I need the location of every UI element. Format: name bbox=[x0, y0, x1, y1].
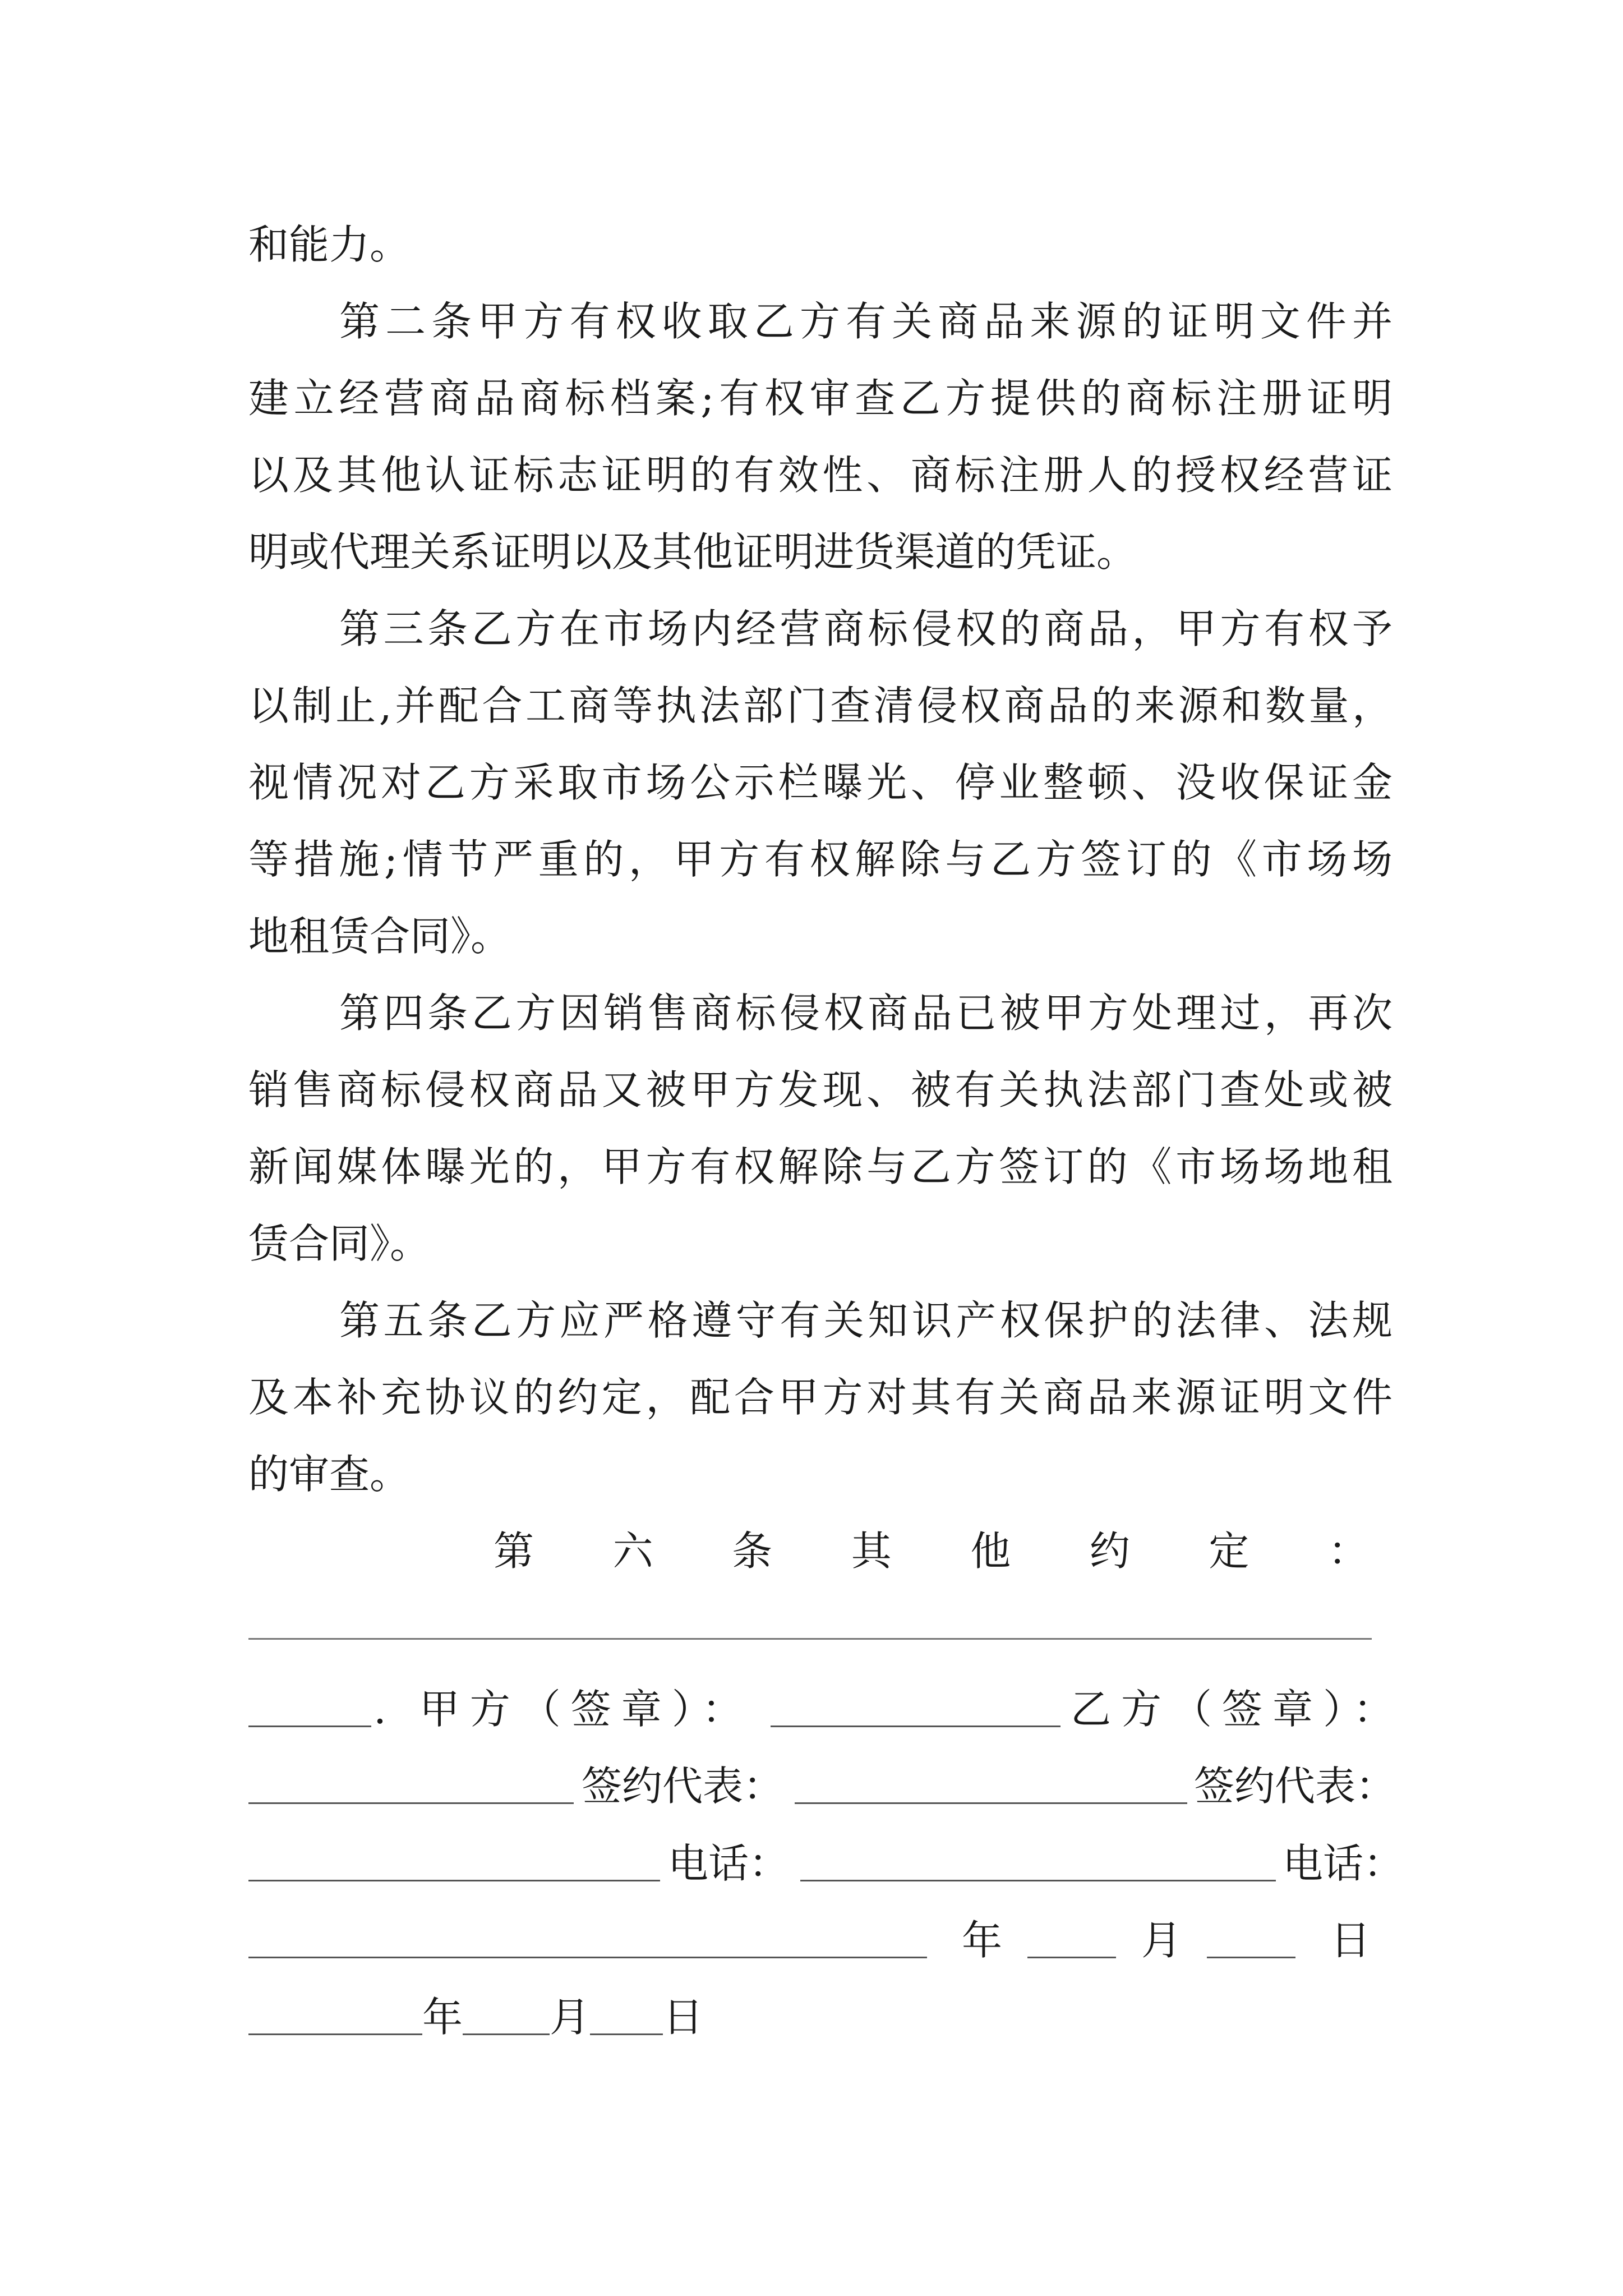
blank-field bbox=[248, 1917, 927, 1958]
blank-field bbox=[248, 1841, 660, 1881]
blank-field bbox=[590, 1994, 663, 2035]
blank-field bbox=[248, 1994, 422, 2035]
blank-line-rule bbox=[248, 1638, 1372, 1640]
blank-field bbox=[248, 1763, 574, 1804]
paragraph-line: 以及其他认证标志证明的有效性、商标注册人的授权经营证 bbox=[248, 452, 1393, 499]
paragraph-line: 建立经营商品商标档案;有权审查乙方提供的商标注册证明 bbox=[248, 375, 1393, 422]
party-b-seal-label: 乙方（签章）： bbox=[1070, 1686, 1404, 1733]
paragraph-line: 以制止,并配合工商等执法部门查清侵权商品的来源和数量， bbox=[248, 682, 1393, 729]
paragraph-line: 的审查。 bbox=[248, 1451, 411, 1498]
rep-b-label: 签约代表： bbox=[1194, 1763, 1396, 1810]
paragraph-line: 赁合同》。 bbox=[248, 1220, 431, 1267]
signature-row-representatives bbox=[248, 1758, 1404, 1814]
signature-row-date-a bbox=[248, 1912, 1404, 1968]
day-label: 日 bbox=[1330, 1917, 1371, 1964]
paragraph-line: 和能力。 bbox=[248, 221, 411, 268]
month-label: 月 bbox=[550, 1994, 591, 2041]
article-six-heading: 第六条其他约定： bbox=[494, 1527, 1368, 1575]
year-label: 年 bbox=[422, 1994, 463, 2041]
blank-field bbox=[795, 1763, 1187, 1804]
blank-field bbox=[1207, 1917, 1295, 1958]
day-label: 日 bbox=[663, 1994, 704, 2041]
paragraph-line: 视情况对乙方采取市场公示栏曝光、停业整顿、没收保证金 bbox=[248, 759, 1393, 806]
paragraph-line: 地租赁合同》。 bbox=[248, 913, 511, 960]
blank-field bbox=[800, 1841, 1276, 1881]
rep-a-label: 签约代表： bbox=[582, 1763, 784, 1810]
signature-row-date-b bbox=[248, 1989, 1404, 2045]
paragraph-line: 等措施;情节严重的，甲方有权解除与乙方签订的《市场场 bbox=[248, 836, 1393, 883]
month-label: 月 bbox=[1141, 1917, 1182, 1964]
paragraph-line: 新闻媒体曝光的，甲方有权解除与乙方签订的《市场场地租 bbox=[248, 1143, 1393, 1190]
party-a-seal-label: . 甲方（签章）： bbox=[373, 1686, 753, 1733]
paragraph-line: 第五条乙方应严格遵守有关知识产权保护的法律、法规 bbox=[339, 1297, 1393, 1344]
paragraph-line: 第三条乙方在市场内经营商标侵权的商品，甲方有权予 bbox=[339, 605, 1393, 652]
blank-field bbox=[771, 1686, 1061, 1727]
paragraph-line: 明或代理关系证明以及其他证明进货渠道的凭证。 bbox=[248, 528, 1137, 576]
paragraph-line: 第二条甲方有权收取乙方有关商品来源的证明文件并 bbox=[339, 298, 1393, 345]
paragraph-line: 及本补充协议的约定，配合甲方对其有关商品来源证明文件 bbox=[248, 1374, 1393, 1421]
signature-row-parties bbox=[248, 1681, 1404, 1737]
paragraph-line: 第四条乙方因销售商标侵权商品已被甲方处理过，再次 bbox=[339, 990, 1393, 1037]
paragraph-line: 销售商标侵权商品又被甲方发现、被有关执法部门查处或被 bbox=[248, 1066, 1393, 1114]
blank-field bbox=[463, 1994, 550, 2035]
blank-field bbox=[248, 1686, 371, 1727]
tel-a-label: 电话： bbox=[667, 1840, 789, 1887]
signature-row-phone bbox=[248, 1835, 1404, 1892]
blank-field bbox=[1027, 1917, 1116, 1958]
tel-b-label: 电话： bbox=[1282, 1840, 1404, 1887]
year-label: 年 bbox=[962, 1917, 1003, 1964]
